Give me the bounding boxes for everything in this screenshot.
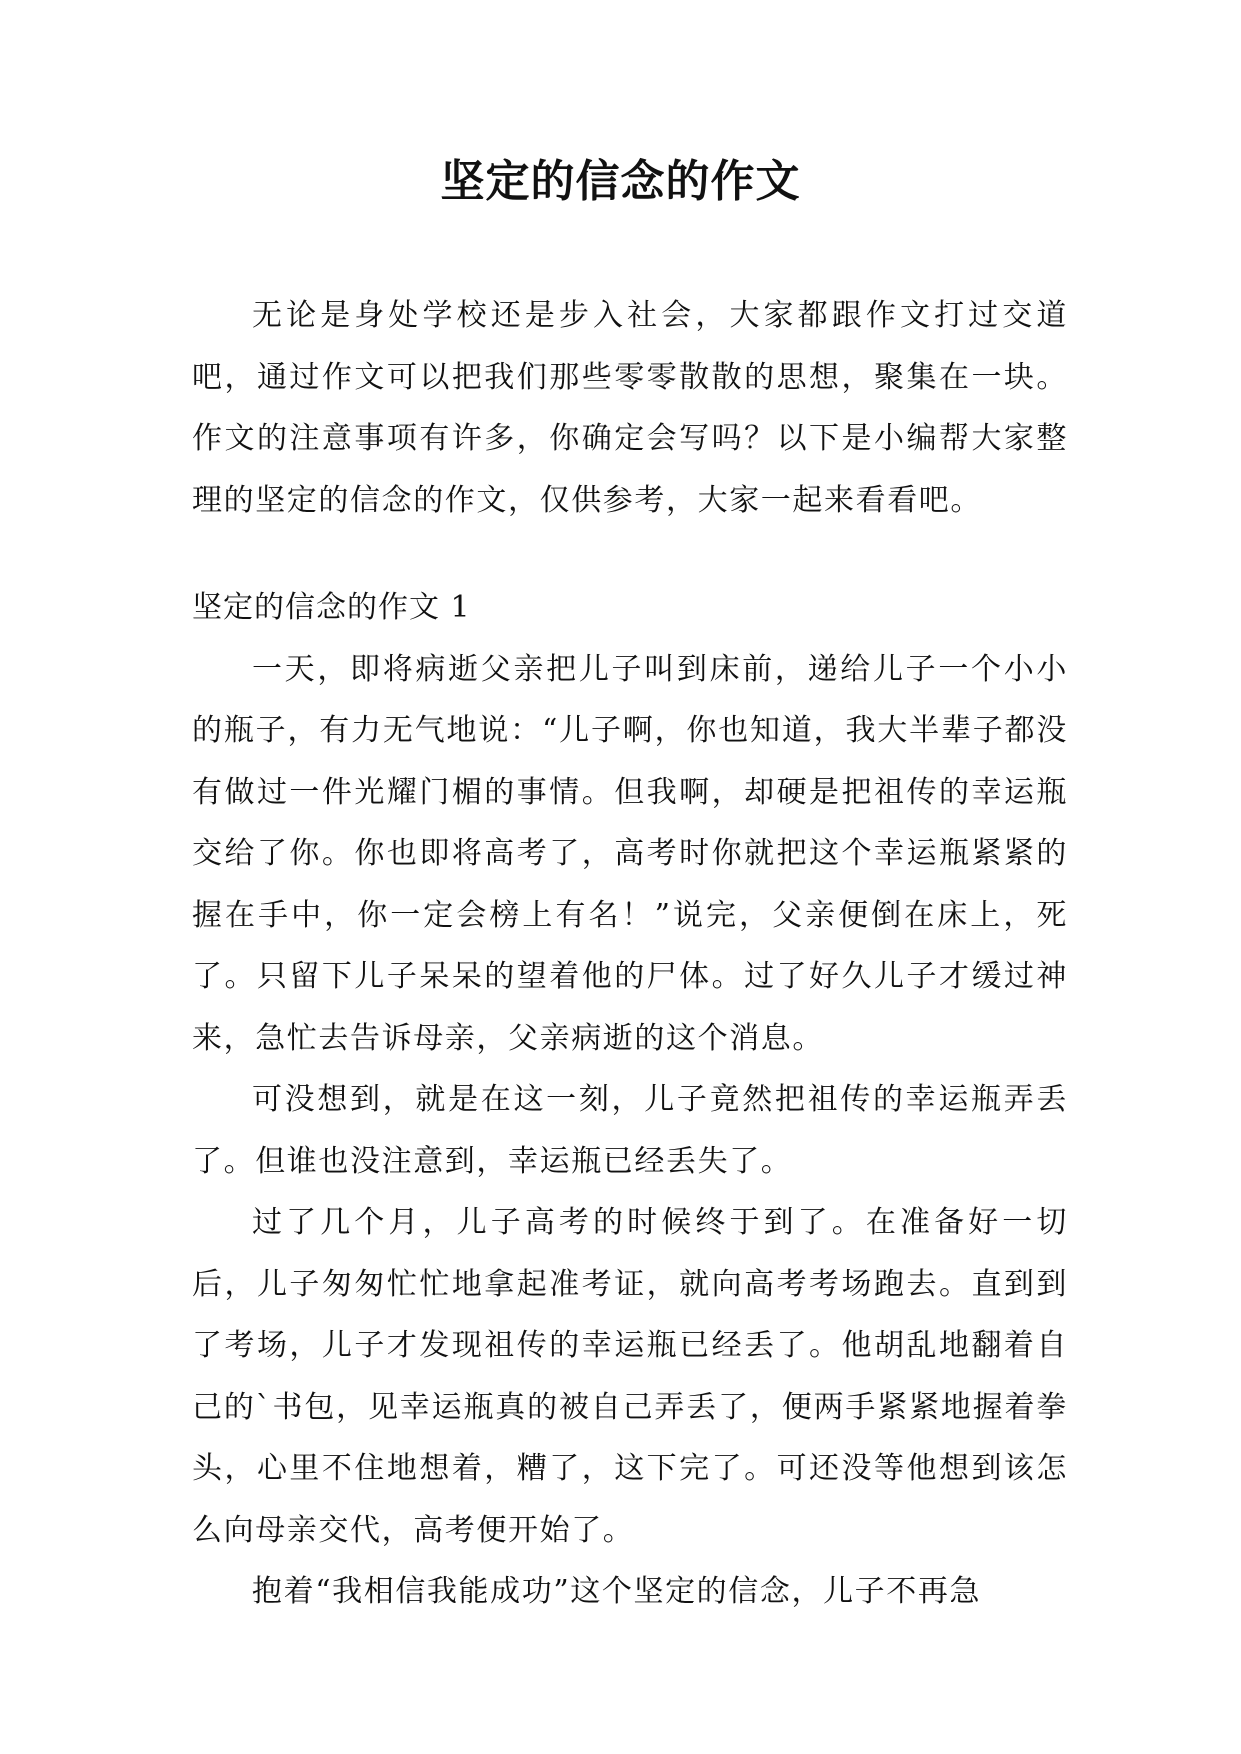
intro-paragraph: 无论是身处学校还是步入社会，大家都跟作文打过交道吧，通过作文可以把我们那些零零散散的思想，聚集在一块。作文的注意事项有许多，你确定会写吗？以下是小编帮大家整理的坚定的信念的作文，仅供参考，大家一起来看看吧。 bbox=[192, 298, 1068, 518]
paragraph-spacer bbox=[192, 531, 1068, 577]
body-paragraph-4: 抱着“我相信我能成功”这个坚定的信念，儿子不再急 bbox=[252, 1574, 982, 1609]
body-paragraph-2: 可没想到，就是在这一刻，儿子竟然把祖传的幸运瓶弄丢了。但谁也没注意到，幸运瓶已经丢失了。 bbox=[192, 1082, 1068, 1179]
document-body bbox=[192, 285, 1068, 1623]
body-paragraph-1: 一天，即将病逝父亲把儿子叫到床前，递给儿子一个小小的瓶子，有力无气地说：“儿子啊，你也知道，我大半辈子都没有做过一件光耀门楣的事情。但我啊，却硬是把祖传的幸运瓶交给了你。你也即将高考了，高考时你就把这个幸运瓶紧紧的握在手中，你一定会榜上有名！”说完，父亲便倒在床上，死了。只留下儿子呆呆的望着他的尸体。过了好久儿子才缓过神来，急忙去告诉母亲，父亲病逝的这个消息。 bbox=[192, 651, 1068, 1056]
body-paragraph-3: 过了几个月，儿子高考的时候终于到了。在准备好一切后，儿子匆匆忙忙地拿起准考证，就向高考考场跑去。直到到了考场，儿子才发现祖传的幸运瓶已经丢了。他胡乱地翻着自己的`书包，见幸运瓶真的被自己弄丢了，便两手紧紧地握着拳头，心里不住地想着，糟了，这下完了。可还没等他想到该怎么向母亲交代，高考便开始了。 bbox=[192, 1205, 1068, 1548]
document-title: 坚定的信念的作文 bbox=[440, 156, 801, 207]
section-heading: 坚定的信念的作文 1 bbox=[192, 590, 471, 625]
